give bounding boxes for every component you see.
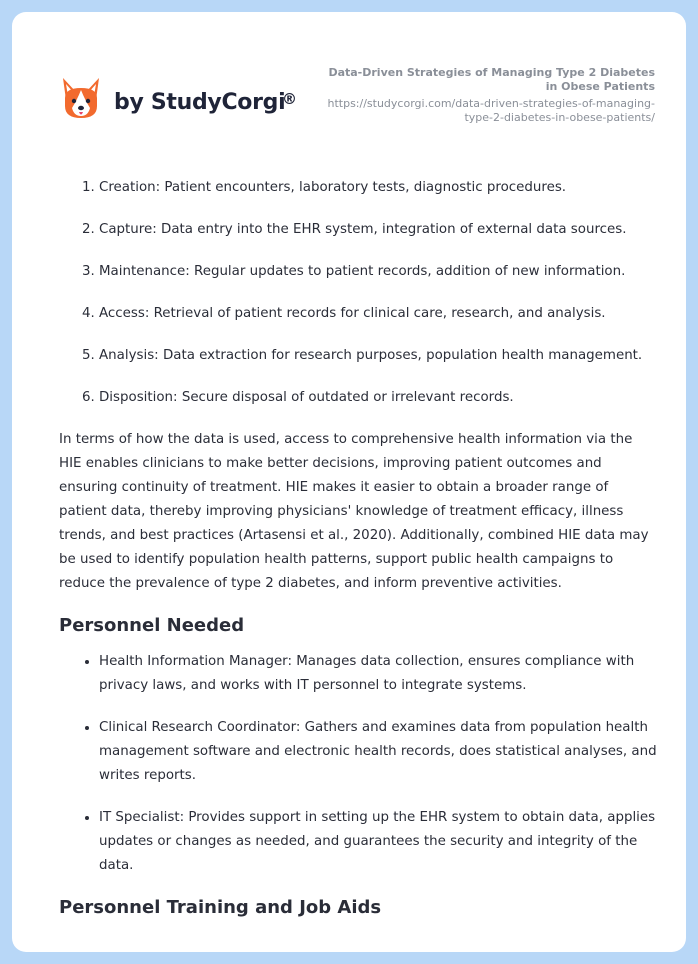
section-heading-training: Personnel Training and Job Aids xyxy=(59,897,382,918)
list-item: • Clinical Research Coordinator: Gathers and examines data from population health management software and electronic health records, does statistical analyses, and writes reports. xyxy=(99,716,659,788)
document-meta xyxy=(315,66,655,125)
personnel-list xyxy=(59,650,659,878)
list-item: 4. Access: Retrieval of patient records for clinical care, research, and analysis. xyxy=(99,302,659,326)
list-item: 6. Disposition: Secure disposal of outdated or irrelevant records. xyxy=(99,386,659,410)
document-title: Data-Driven Strategies of Managing Type 2 Diabetes in Obese Patients xyxy=(328,66,655,93)
list-item: 5. Analysis: Data extraction for research purposes, population health management. xyxy=(99,344,659,368)
body-paragraph: In terms of how the data is used, access to comprehensive health information via the HIE enables clinicians to make better decisions, improving patient outcomes and ensuring continuity of treatment. HIE makes it easier to obtain a broader range of patient data, thereby improving physicians' knowledge of treatment efficacy, illness trends, and best practices (Artasensi et al., 2020). Additionally, combined HIE data may be used to identify population health patterns, support public health campaigns to reduce the prevalence of type 2 diabetes, and inform preventive activities. xyxy=(59,432,649,591)
document-url[interactable]: https://studycorgi.com/data-driven-strategies-of-managing-type-2-diabetes-in-obese-patients/ xyxy=(327,97,655,124)
list-item: 3. Maintenance: Regular updates to patient records, addition of new information. xyxy=(99,260,659,284)
corgi-icon xyxy=(60,76,102,122)
studycorgi-logo[interactable] xyxy=(60,76,310,126)
lifecycle-list xyxy=(59,176,659,410)
section-heading-personnel: Personnel Needed xyxy=(59,615,245,636)
list-item: • Health Information Manager: Manages data collection, ensures compliance with privacy laws, and works with IT personnel to integrate systems. xyxy=(99,650,659,698)
document-page xyxy=(12,12,686,952)
list-item: 2. Capture: Data entry into the EHR system, integration of external data sources. xyxy=(99,218,659,242)
logo-text: by StudyCorgi xyxy=(114,90,286,115)
document-body xyxy=(59,176,659,932)
registered-mark: ® xyxy=(282,90,297,108)
list-item: 1. Creation: Patient encounters, laboratory tests, diagnostic procedures. xyxy=(99,176,659,200)
page-header xyxy=(12,12,686,152)
list-item: • IT Specialist: Provides support in setting up the EHR system to obtain data, applies updates or changes as needed, and guarantees the security and integrity of the data. xyxy=(99,806,659,878)
